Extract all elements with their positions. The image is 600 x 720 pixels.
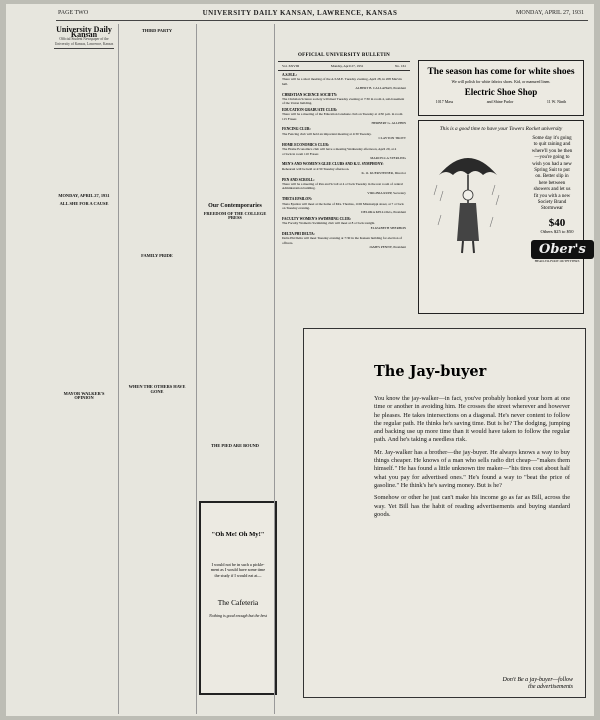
shoe-ad-addr-3: 11 W. Ninth: [546, 99, 567, 104]
bulletin-item-text: Theta Epsilon will meet at the home of Mrs. Thomas, 1106 Mississippi street, at 7 o'clock on Tuesday evening.: [282, 201, 404, 210]
jay-buyer-paragraph: Mr. Jay-walker has a brother—the jay-buyer. He always knows a way to buy things cheaper. He knows of a man who sells radio dirt cheap—"makes them himself." He has found a little unknown tire maker—"his tires cost about half what you pay for advertised ones." He's found a way to "beat the price of gasoline." He think's he's saving money. But is he?: [374, 448, 570, 489]
editorial-heading-6: FREEDOM OF THE COLLEGE PRESS: [203, 210, 267, 221]
column-1: [54, 26, 114, 708]
bulletin-item-heading: A.S.M.E.:: [282, 73, 298, 77]
editorial-heading-4: FAMILY PRIDE: [141, 252, 173, 258]
column-divider: [274, 24, 275, 714]
bulletin-item: [282, 178, 406, 196]
bulletin-item-signature: K. O. KUERSTEINER, Director: [361, 171, 406, 176]
shoe-ad-tagline: We will polish for white fabrics shoes. Kid, or manured linen.: [451, 79, 551, 84]
jay-buyer-title: The Jay-buyer: [374, 363, 487, 380]
shoe-ad-headline: The season has come for white shoes: [427, 67, 575, 77]
obers-raincoat-ad: [418, 120, 584, 314]
cafeteria-ad-title: "Oh Me! Oh My!": [211, 531, 265, 538]
contemporaries-heading: Our Contemporaries: [208, 203, 262, 209]
editorial-heading-3: THIRD PARTY: [141, 28, 173, 33]
bulletin-title: OFFICIAL UNIVERSITY BULLETIN: [297, 53, 391, 58]
jay-buyer-paragraph: Somehow or other he just can't make his income go as far as Bill, across the way. Yet Bill has the habit of reading advertisements and buying standard goods.: [374, 494, 570, 518]
bulletin-item: [282, 217, 406, 230]
jay-buyer-sign-2: the advertisements: [528, 684, 573, 690]
obers-logo: Ober's: [531, 240, 594, 259]
newspaper-page: [6, 4, 594, 716]
raincoat-ad-price: $40: [548, 216, 566, 229]
bulletin-item: [282, 127, 406, 140]
column-3: [200, 26, 270, 496]
editorial-heading-7: THE PIED ARE BOUND: [211, 442, 259, 448]
jay-buyer-body: [374, 395, 570, 523]
jay-buyer-ad: [303, 328, 586, 698]
jay-buyer-paragraph: You know the jay-walker—in fact, you've probably honked your horn at one time or another in avoiding him. He crosses the street wherever and however he pleases. He takes intersections on a diagonal. He's never content to follow the regular path. He thinks he's saving time. But is he? The dodging, jumping and backing use up more time than it would have taken to follow the regular path. And he's taking a needless risk.: [374, 395, 570, 444]
jay-buyer-signoff: [374, 677, 573, 691]
bulletin-item: [282, 73, 406, 91]
bulletin-item-signature: HERBERT G. ALLPHIN: [371, 121, 406, 126]
shoe-shop-ad: [418, 60, 584, 116]
editorial-heading-1: ALL SHE FOR A CAUSE: [59, 200, 109, 206]
page-header: [16, 8, 584, 20]
bulletin-item-heading: FACULTY WOMEN'S SWIMMING CLUB:: [282, 216, 351, 221]
shoe-ad-addr-2: and Shine Parlor: [486, 99, 514, 104]
official-bulletin: [278, 48, 410, 320]
bulletin-item-text: The Faculty Women's Swimming club will meet at 8 o'clock tonight.: [282, 221, 376, 226]
raincoat-ad-tag: This is a good time to have your Towers Rocket university: [439, 126, 563, 132]
bulletin-item-text: The Home Economics club will have a meeting Wednesday afternoon, April 29, at 4 o'clock in room 110 Fraser.: [282, 147, 397, 156]
column-2: [122, 26, 192, 708]
column-divider: [118, 24, 119, 714]
bulletin-item-signature: MARCELLA STERLING: [370, 155, 406, 160]
bulletin-date: Monday, April 27, 1931: [330, 64, 364, 68]
bulletin-item-text: Rehearsal will be held at 4:30 Tuesday afternoon.: [282, 166, 350, 171]
column-divider: [196, 24, 197, 714]
bulletin-item-heading: FENCING CLUB:: [282, 127, 311, 132]
bulletin-item-heading: MEN'S AND WOMEN'S GLEE CLUBS AND K.U. SYMPHONY:: [282, 162, 384, 167]
bulletin-item-text: There will be a meeting of the Education Graduate club on Tuesday at 4:30 p.m. in room 115 Fraser.: [282, 112, 403, 121]
bulletin-item-heading: DELTA PHI DELTA:: [282, 232, 315, 236]
bulletin-item: [282, 232, 406, 250]
bulletin-no: No. 161: [395, 64, 406, 68]
bulletin-item-signature: ALBERT B. CALLAHAN, President: [355, 86, 406, 91]
masthead-dateline: MONDAY, APRIL 27, 1931: [58, 193, 110, 199]
umbrella-figure-illustration: [433, 145, 503, 255]
bulletin-item-heading: EDUCATION GRADUATE CLUB:: [282, 107, 337, 112]
bulletin-item-text: There will be a short meeting of the A.S.M.E. Tuesday evening, April 28, in 208 Marvin hall.: [282, 77, 402, 86]
masthead-subtitle: Official Student Newspaper of the University of Kansas, Lawrence, Kansas: [54, 37, 114, 49]
shoe-ad-addr-1: 1017 Mass: [435, 99, 454, 104]
bulletin-item: [282, 93, 406, 106]
raincoat-ad-sub: Others $25 to $50: [540, 228, 574, 234]
bulletin-item-heading: HOME ECONOMICS CLUB:: [282, 142, 329, 147]
shoe-ad-store: Electric Shoe Shop: [464, 87, 538, 97]
bulletin-items: [278, 73, 410, 250]
bulletin-item: [282, 108, 406, 126]
jay-buyer-sign-1: Don't Be a jay-buyer—follow: [502, 677, 573, 683]
bulletin-item: [282, 197, 406, 215]
bulletin-item-heading: PEN AND SCROLL:: [282, 177, 315, 182]
obers-logo-sub: HEAD-TO-FOOT OUTFITTERS: [534, 258, 580, 263]
bulletin-item: [282, 143, 406, 161]
page-label: PAGE TWO: [58, 10, 89, 16]
header-date: MONDAY, APRIL 27, 1931: [516, 10, 584, 16]
bulletin-item-heading: CHRISTIAN SCIENCE SOCIETY:: [282, 92, 338, 97]
header-rule: [56, 20, 588, 21]
raincoat-ad-copy: Some day it's going to quit raining and where'll you be then—you're going to wish you had a new Spring Suit to put on. Better slip in here between showers and let us fit you with a new Society Brand Stormwear: [531, 136, 573, 212]
bulletin-vol: Vol. XXVIII: [282, 64, 300, 68]
cafeteria-ad-body: I would not be in such a pickle-ment as I would have some time the study if I would eat at—: [210, 562, 266, 578]
bulletin-item-text: The Fencing club will hold an important meeting at 4:30 Tuesday.: [282, 131, 372, 136]
bulletin-item-text: There will be a meeting of Pen and Scroll at 4 o'clock Tuesday in the rest room of central Administration building.: [282, 181, 403, 191]
bulletin-item-signature: CLAYTON TROTT: [378, 136, 406, 141]
paper-name: UNIVERSITY DAILY KANSAN, LAWRENCE, KANSAS: [202, 9, 398, 17]
editorial-heading-5: WHEN THE OTHERS HAVE GONE: [128, 384, 186, 394]
masthead-title: University Daily Kansan: [56, 26, 112, 39]
bulletin-item: [282, 162, 406, 175]
bulletin-item-signature: DELORA KELLOGG, President: [361, 210, 406, 215]
bulletin-item-heading: THETA EPSILON:: [282, 197, 312, 202]
bulletin-item-signature: ELIZABETH SHERBON: [370, 225, 406, 230]
bulletin-item-signature: VIRGINIA RUPP, Secretary: [367, 190, 406, 195]
cafeteria-name: The Cafeteria: [217, 598, 259, 608]
bulletin-item-signature: JAMES PENNY, President: [369, 245, 406, 250]
cafeteria-ad: [199, 501, 277, 695]
editorial-heading-2: MAYOR WALKER'S OPINION: [63, 390, 105, 401]
bulletin-item-text: Delta Phi Delta will meet Tuesday evening at 7:30 in the Kansan building for election of officers.: [282, 236, 403, 245]
bulletin-meta: [278, 61, 410, 71]
shoe-ad-address: [419, 99, 583, 104]
bulletin-item-text: The Christian Science society will meet Tuesday evening at 7:30 in room 4, sub-basement of the Union building.: [282, 97, 405, 106]
cafeteria-footer: Nothing is good enough but the best: [209, 613, 267, 619]
